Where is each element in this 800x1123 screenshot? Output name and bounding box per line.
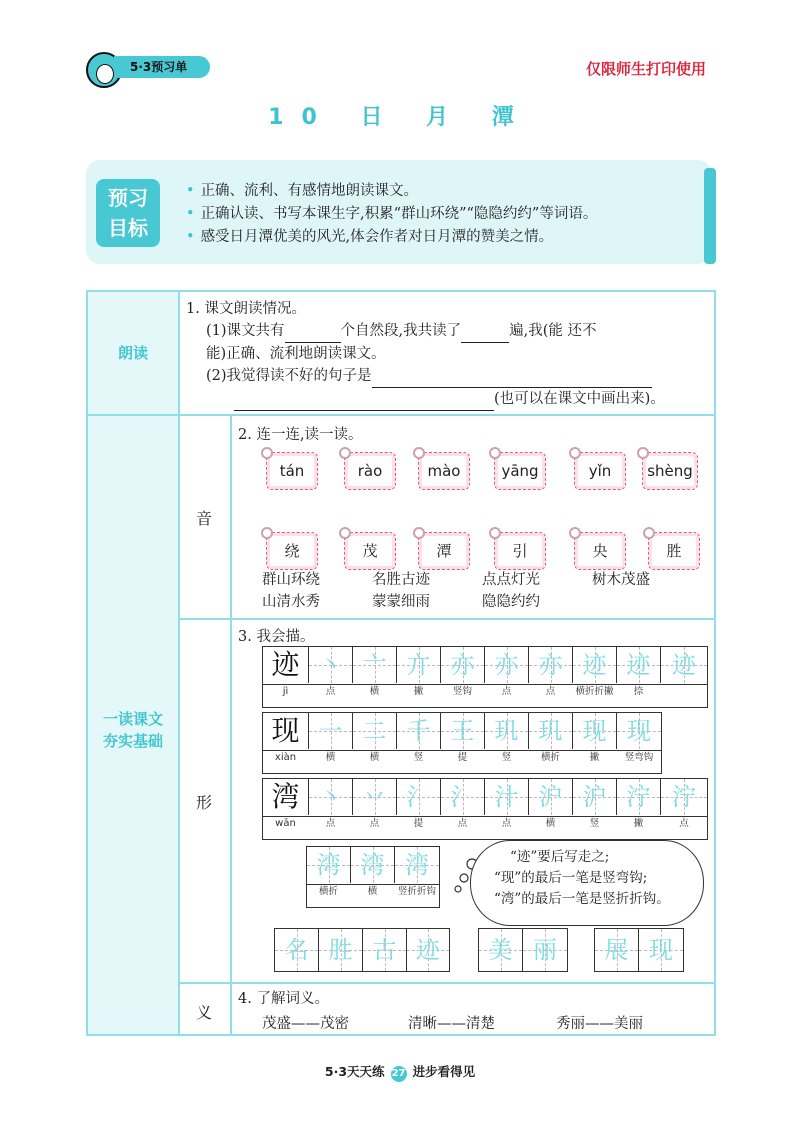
char-card[interactable]: 央 bbox=[574, 532, 626, 570]
blank-sentence-2[interactable] bbox=[234, 388, 494, 411]
word-pair: 秀丽——美丽 bbox=[556, 1016, 643, 1032]
word-pair: 茂盛——茂密 bbox=[262, 1016, 349, 1032]
series-tag: 5·3预习单 bbox=[114, 56, 210, 78]
goal-item: • 感受日月潭优美的风光,体会作者对日月潭的赞美之情。 bbox=[186, 226, 597, 249]
char-card[interactable]: 茂 bbox=[344, 532, 396, 570]
sublabel-sound: 音 bbox=[195, 509, 212, 528]
sublabel-meaning: 义 bbox=[195, 1003, 212, 1022]
goal-item: • 正确认读、书写本课生字,积累“群山环绕”“隐隐约约”等词语。 bbox=[186, 203, 597, 226]
category-reading: 朗读 bbox=[117, 344, 148, 362]
char-card[interactable]: 胜 bbox=[648, 532, 700, 570]
category-study: 一读课文 夯实基础 bbox=[102, 710, 163, 750]
word-grid-1: 名 胜 古 迹 bbox=[274, 928, 450, 972]
writing-grid-row-4: 湾 横折 湾 横 湾 竖折折钩 bbox=[306, 846, 440, 908]
page-number: 27 bbox=[391, 1066, 407, 1082]
word-grid-2: 美 丽 bbox=[478, 928, 568, 972]
word: 蒙蒙细雨 bbox=[372, 594, 430, 610]
pinyin-card[interactable]: rào bbox=[344, 452, 396, 490]
word: 群山环绕 bbox=[262, 572, 320, 588]
pinyin-card[interactable]: yāng bbox=[494, 452, 546, 490]
word: 树木茂盛 bbox=[592, 572, 650, 588]
word: 山清水秀 bbox=[262, 594, 320, 610]
page-footer: 5·3天天练 27 进步看得见 bbox=[0, 1062, 800, 1082]
char-card[interactable]: 引 bbox=[494, 532, 546, 570]
word: 点点灯光 bbox=[482, 572, 540, 588]
blank-times[interactable] bbox=[461, 320, 509, 343]
blank-sentence[interactable] bbox=[372, 365, 652, 388]
word-grid-3: 展 现 bbox=[594, 928, 684, 972]
char-card[interactable]: 绕 bbox=[266, 532, 318, 570]
pinyin-card[interactable]: tán bbox=[266, 452, 318, 490]
question-3-title: 3. 我会描。 bbox=[238, 629, 315, 645]
sublabel-shape: 形 bbox=[195, 793, 212, 812]
question-1: 1. 课文朗读情况。 (1)课文共有 个自然段,我共读了 遍,我(能 还不 能)正确、流利地朗读课文。 (2)我觉得读不好的句子是 (也可以在课文中画出来)。 bbox=[186, 298, 706, 411]
word: 名胜古迹 bbox=[372, 572, 430, 588]
page-title: 10 日 月 潭 bbox=[268, 105, 532, 130]
writing-grid-row-1: 迹 jì 丶 点 亠 横 亣 撇 亦 竖钩 亦 点 亦 点 迹 横折折撇 迹 捺 迹 bbox=[262, 646, 708, 708]
char-card[interactable]: 潭 bbox=[418, 532, 470, 570]
pinyin-card[interactable]: shèng bbox=[642, 452, 698, 490]
word-pair: 清晰——清楚 bbox=[408, 1016, 495, 1032]
restriction-notice: 仅限师生打印使用 bbox=[586, 60, 707, 78]
question-2-title: 2. 连一连,读一读。 bbox=[238, 427, 363, 443]
goal-item: • 正确、流利、有感情地朗读课文。 bbox=[186, 180, 597, 203]
word: 隐隐约约 bbox=[482, 594, 540, 610]
pinyin-card[interactable]: mào bbox=[418, 452, 470, 490]
goals-badge: 预习 目标 bbox=[96, 179, 160, 247]
blank-paragraphs[interactable] bbox=[285, 320, 341, 343]
writing-grid-row-3: 湾 wān 丶 点 丷 点 氵 提 氵 点 汁 点 沪 横 沪 竖 泞 撇 泞 点 bbox=[262, 778, 708, 840]
writing-grid-row-2: 现 xiàn 一 横 二 横 千 竖 王 提 玑 竖 玑 横折 现 撇 现 竖弯钩 bbox=[262, 712, 662, 774]
pinyin-card[interactable]: yǐn bbox=[574, 452, 626, 490]
question-4-title: 4. 了解词义。 bbox=[238, 991, 329, 1007]
tip-text: “迹”要后写走之; “现”的最后一笔是竖弯钩; “湾”的最后一笔是竖折折钩。 bbox=[494, 849, 670, 907]
goals-list bbox=[186, 180, 597, 249]
